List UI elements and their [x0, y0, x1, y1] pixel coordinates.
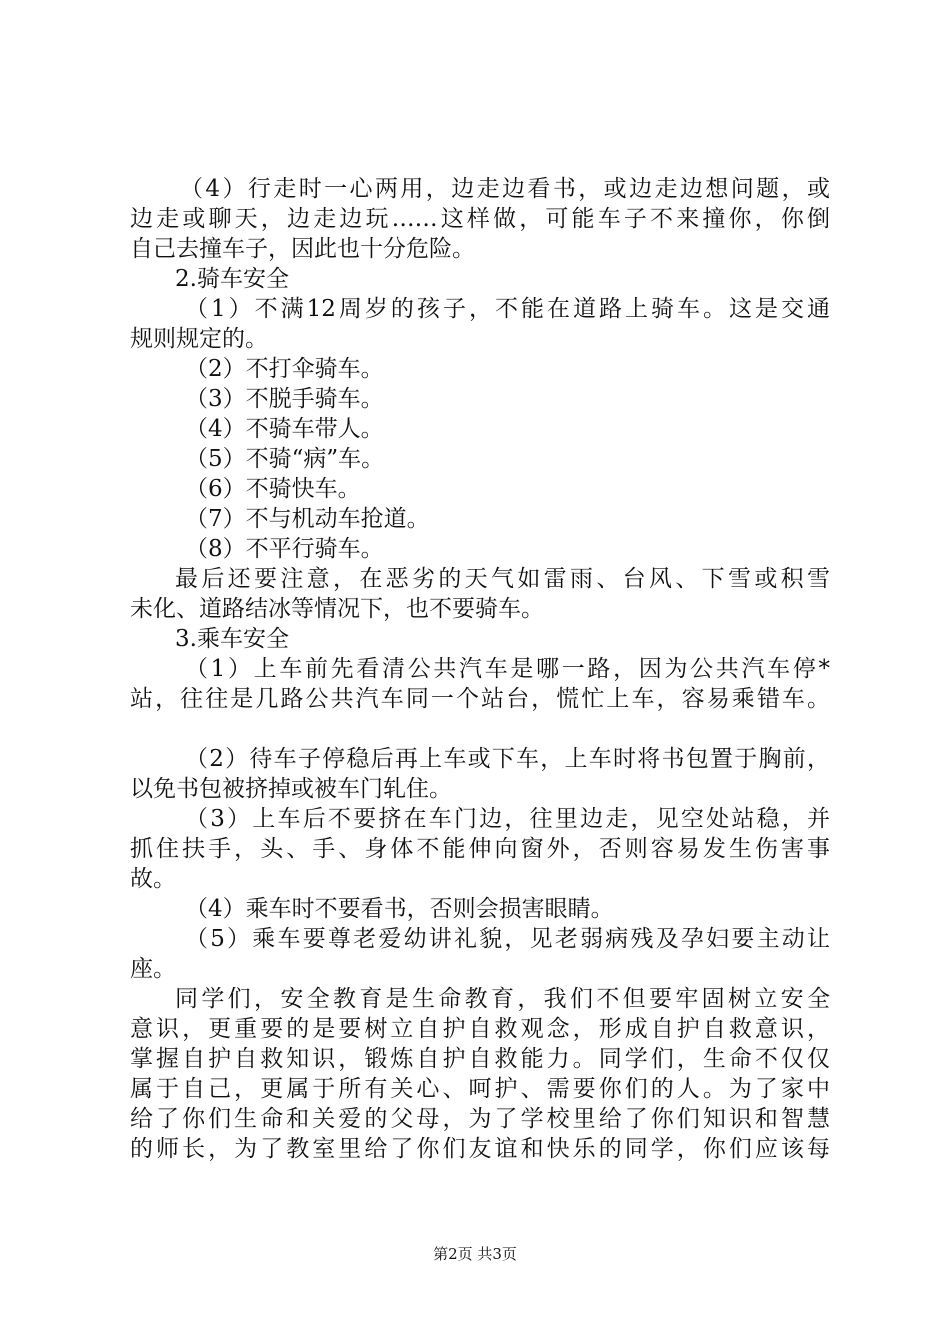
list-item: （8）不平行骑车。 [185, 536, 384, 562]
paragraph-line: （4）乘车时不要看书，否则会损害眼睛。 [185, 896, 614, 922]
blank-line [130, 714, 830, 744]
paragraph-line: 规则规定的。 [130, 326, 268, 352]
paragraph-line: 最后还要注意，在恶劣的天气如雷雨、台风、下雪或积雪 [175, 566, 830, 592]
paragraph-line: 座。 [130, 956, 176, 982]
paragraph-line: 以免书包被挤掉或被车门轧住。 [130, 776, 452, 802]
list-item: （3）不脱手骑车。 [185, 386, 384, 412]
paragraph-line: （1）不满12周岁的孩子，不能在道路上骑车。这是交通 [185, 296, 830, 322]
paragraph-line: 自己去撞车子，因此也十分危险。 [130, 236, 475, 262]
document-body [130, 174, 830, 1164]
paragraph-line: 抓住扶手，头、手、身体不能伸向窗外，否则容易发生伤害事 [130, 836, 830, 862]
page-footer: 第2页 共3页 [433, 1245, 517, 1263]
paragraph-line: 未化、道路结冰等情况下，也不要骑车。 [130, 596, 544, 622]
paragraph-line: 属于自己，更属于所有关心、呵护、需要你们的人。为了家中 [130, 1076, 830, 1102]
list-item: （7）不与机动车抢道。 [185, 506, 430, 532]
list-item: （5）不骑“病”车。 [185, 446, 385, 472]
list-item: （4）不骑车带人。 [185, 416, 384, 442]
paragraph-line: 故。 [130, 866, 176, 892]
section-heading: 3.乘车安全 [175, 626, 289, 652]
section-heading: 2.骑车安全 [175, 266, 289, 292]
list-item: （2）不打伞骑车。 [185, 356, 384, 382]
paragraph-line: （3）上车后不要挤在车门边，往里边走，见空处站稳，并 [185, 806, 830, 832]
paragraph-line: 掌握自护自救知识，锻炼自护自救能力。同学们，生命不仅仅 [130, 1046, 830, 1072]
paragraph-line: 给了你们生命和关爱的父母，为了学校里给了你们知识和智慧 [130, 1106, 830, 1132]
paragraph-line: 同学们，安全教育是生命教育，我们不但要牢固树立安全 [175, 986, 830, 1012]
paragraph-line: （5）乘车要尊老爱幼讲礼貌，见老弱病残及孕妇要主动让 [185, 926, 830, 952]
paragraph-line: （2）待车子停稳后再上车或下车，上车时将书包置于胸前， [185, 746, 830, 772]
paragraph-line: 边走或聊天，边走边玩……这样做，可能车子不来撞你，你倒 [130, 206, 830, 232]
list-item: （6）不骑快车。 [185, 476, 361, 502]
paragraph-line: （1）上车前先看清公共汽车是哪一路，因为公共汽车停* [185, 656, 830, 682]
paragraph-line: 站，往往是几路公共汽车同一个站台，慌忙上车，容易乘错车。 [130, 686, 830, 712]
paragraph-line: 意识，更重要的是要树立自护自救观念，形成自护自救意识， [130, 1016, 830, 1042]
paragraph-line: 的师长，为了教室里给了你们友谊和快乐的同学，你们应该每 [130, 1136, 830, 1162]
paragraph-line: （4）行走时一心两用，边走边看书，或边走边想问题，或 [180, 176, 830, 202]
